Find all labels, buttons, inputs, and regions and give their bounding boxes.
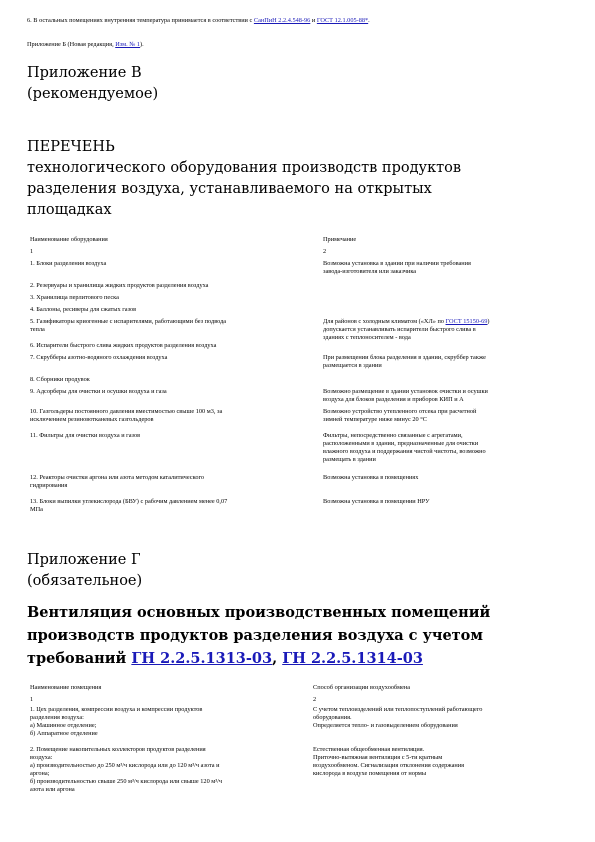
cell-line: а) Машинное отделение; xyxy=(30,722,97,729)
cell-line: 11. Фильтры для очистки воздуха и газов xyxy=(30,432,141,439)
cell-line: 9. Адсорберы для очистки и осушки воздуха и газа xyxy=(30,388,167,395)
cell-line: Возможна установка в помещении НРУ xyxy=(323,498,430,505)
cell-text: Для районов с холодным климатом («ХЛ» по xyxy=(323,318,446,325)
cell-line: Определяется тепло- и газовыделением оборудования xyxy=(313,722,458,729)
column-number: 2 xyxy=(323,248,327,255)
cell-line: Возможно размещение в здании установок очистки и осушки xyxy=(323,388,488,395)
cell-line: допускается устанавливать испарители быстрого слива в xyxy=(323,326,476,333)
cell-line: а) производительностью до 250 м³/ч кислорода или до 120 м³/ч азота и xyxy=(30,762,220,769)
column-header: Примечание xyxy=(323,236,357,243)
gost-link[interactable]: ГОСТ 12.1.005-88* xyxy=(316,17,369,24)
appendix-v-title: Приложение В xyxy=(27,65,142,81)
column-header: Наименование помещения xyxy=(30,684,102,691)
appendix-g-subtitle: (обязательное) xyxy=(27,573,143,589)
ventilation-heading-line3 xyxy=(27,649,423,668)
cell-line: зимней температуре ниже минус 20 °С xyxy=(323,416,427,423)
cell-line: влажного воздуха и поддержания чистой чистоты, возможно xyxy=(323,448,486,455)
appendix-v-subtitle: (рекомендуемое) xyxy=(27,86,159,102)
column-header: Способ организации воздухообмена xyxy=(313,684,411,691)
ventilation-heading: Вентиляция основных производственных помещений xyxy=(27,604,491,621)
sanpin-link[interactable]: СанПиН 2.2.4.548-96 xyxy=(253,17,311,24)
amendment-note xyxy=(27,41,144,49)
cell-line: 1. Блоки разделения воздуха xyxy=(30,260,107,267)
note-text: и xyxy=(310,17,317,24)
heading-text: , xyxy=(272,650,283,667)
note-text: 6. В остальных помещениях внутренняя температура принимается в соответствии с xyxy=(27,17,253,24)
list-heading: ПЕРЕЧЕНЬ xyxy=(27,139,115,155)
gn-1314-link[interactable]: ГН 2.2.5.1314-03 xyxy=(282,650,423,667)
amend-text: Приложение Б (Новая редакция, xyxy=(27,41,116,48)
cell-line: Возможно устройство утепленного отсека при расчетной xyxy=(323,408,477,415)
cell-line: завода-изготовителя или заказчика xyxy=(323,268,417,275)
cell-line: 13. Блоки выпилки углекислорода (БВУ) с рабочим давлением менее 0,07 xyxy=(30,498,228,505)
cell-line: 1. Цех разделения, компрессии воздуха и компрессии продуктов xyxy=(30,706,203,713)
cell-line: 10. Газгольдеры постоянного давления вместимостью свыше 100 м3, за xyxy=(30,408,223,415)
cell-line: 12. Реакторы очистки аргона или азота методом каталитического xyxy=(30,474,205,481)
cell-line: 5. Газификаторы криогенные с испарителями, работающими без подвода xyxy=(30,318,227,325)
cell-line: оборудования. xyxy=(313,714,352,721)
column-number: 1 xyxy=(30,696,34,703)
cell-line: 2. Помещение накопительных коллекторов продуктов разделения xyxy=(30,746,206,753)
cell-line: зданиях с теплоносителем - вода xyxy=(323,334,411,341)
ventilation-heading-line2: производств продуктов разделения воздуха с учетом xyxy=(27,627,483,644)
cell-line: воздуха: xyxy=(30,754,53,761)
cell-line: исключением резиновотканевых газгольдеров xyxy=(30,416,154,423)
cell-line: 7. Скрубберы азотно-водяного охлаждения воздуха xyxy=(30,354,168,361)
cell-line: тепла xyxy=(30,326,45,333)
amend-text: ). xyxy=(140,41,144,48)
cell-line: Возможна установка в здании при наличии требования xyxy=(323,260,471,267)
cell-line: 3. Хранилища перлитового песка xyxy=(30,294,119,301)
cell-line: Естественная общеобменная вентиляция. xyxy=(313,746,425,753)
cell-line: 2. Резервуары и хранилища жидких продуктов разделения воздуха xyxy=(30,282,209,289)
list-heading-line4: площадках xyxy=(27,202,112,218)
heading-text: требований xyxy=(27,650,132,667)
note-text: . xyxy=(368,17,370,24)
cell-line xyxy=(323,318,573,326)
cell-line: МПа xyxy=(30,506,43,513)
cell-line: воздухообменом. Сигнализация отклонения содержания xyxy=(313,762,465,769)
cell-line: 4. Баллоны, ресиверы для сжатых газов xyxy=(30,306,137,313)
gost-15150-link[interactable]: ГОСТ 15150-69 xyxy=(445,318,488,325)
appendix-g-title: Приложение Г xyxy=(27,552,141,568)
cell-line: размещается в здании xyxy=(323,362,382,369)
cell-line: кислорода в воздухе помещения от нормы xyxy=(313,770,427,777)
column-number: 1 xyxy=(30,248,34,255)
cell-line: Фильтры, непосредственно связанные с агрегатами, xyxy=(323,432,463,439)
cell-line: 6. Испарители быстрого слива жидких продуктов разделения воздуха xyxy=(30,342,217,349)
column-number: 2 xyxy=(313,696,317,703)
amendment-link[interactable]: Изм. № 1 xyxy=(115,41,141,48)
cell-line: гидрирования xyxy=(30,482,68,489)
cell-line: 8. Сборники продувок xyxy=(30,376,90,383)
cell-line: аргона; xyxy=(30,770,50,777)
note-6 xyxy=(27,17,370,25)
column-header: Наименование оборудования xyxy=(30,236,108,243)
cell-line: разделения воздуха: xyxy=(30,714,84,721)
cell-line: При размещении блока разделения в здании, скруббер также xyxy=(323,354,486,361)
list-heading-line3: разделения воздуха, устанавливаемого на открытых xyxy=(27,181,432,197)
cell-text: ) xyxy=(487,318,490,325)
cell-line: расположенными в здании, предназначенные для очистки xyxy=(323,440,479,447)
cell-line: азота или аргона xyxy=(30,786,75,793)
cell-line: Возможна установка в помещениях xyxy=(323,474,419,481)
cell-line: воздуха для блоков разделения и приборов КИП и А xyxy=(323,396,464,403)
gn-1313-link[interactable]: ГН 2.2.5.1313-03 xyxy=(131,650,273,667)
list-heading-line2: технологического оборудования производств продуктов xyxy=(27,160,462,176)
cell-line: б) Аппаратное отделение xyxy=(30,730,98,737)
cell-line: б) производительностью свыше 250 м³/ч кислорода или свыше 120 м³/ч xyxy=(30,778,223,785)
cell-line: размещать в здании xyxy=(323,456,376,463)
cell-line: Приточно-вытяжная вентиляция с 5-ти кратным xyxy=(313,754,443,761)
cell-line: С учетом теплоизделений или теплопоступлений работающего xyxy=(313,706,483,713)
